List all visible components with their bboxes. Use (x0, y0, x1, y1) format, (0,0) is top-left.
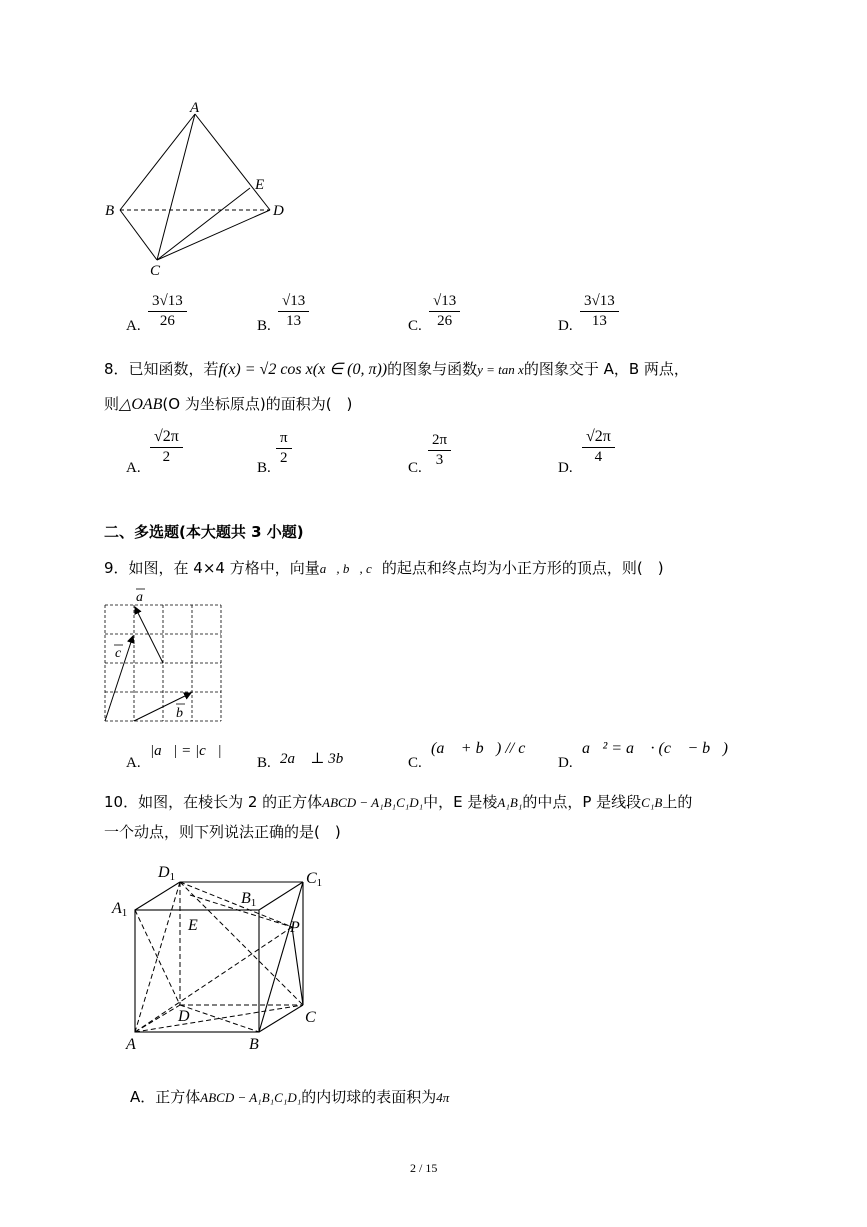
grid-label-a: a (136, 590, 143, 605)
q7-option-c-num: √13 (429, 293, 460, 312)
q8-option-d-value (582, 428, 615, 466)
q8-option-c-den: 3 (435, 452, 444, 468)
q8-triangle: △OAB (119, 396, 163, 413)
q8-option-b-den: 2 (280, 450, 288, 466)
q9-option-d-letter: D. (558, 755, 573, 771)
q10-formula2: A₁B₁ (497, 795, 523, 810)
q9-line (104, 557, 664, 578)
q8-line2-suffix: (O 为坐标原点)的面积为( ) (162, 395, 353, 413)
cube-label-d: D (178, 1008, 190, 1025)
q8-line1 (104, 358, 689, 379)
q7-option-d-letter: D. (558, 318, 573, 334)
grid-label-b: b (176, 706, 183, 721)
q8-formula: f(x) = √2 cos x(x ∈ (0, π)) (218, 361, 388, 378)
q10-suffix: 上的 (662, 793, 693, 811)
cube-label-a: A (126, 1036, 136, 1053)
q8-suffix: 的图象交于 A，B 两点， (523, 360, 689, 378)
q9-option-d-expr: a⃗² = a⃗ · (c⃗ − b⃗) (582, 740, 728, 757)
q8-option-d-num: √2π (582, 428, 615, 448)
q10-formula: ABCD − A₁B₁C₁D₁ (322, 795, 424, 810)
cube-label-b1: B1 (241, 890, 257, 909)
q7-option-d-den: 13 (591, 313, 607, 329)
grid-label-c: c (115, 646, 122, 661)
q7-option-b-value (278, 293, 309, 330)
vector-grid-figure (100, 585, 230, 730)
cube-label-c: C (305, 1009, 316, 1026)
q10-line2: 一个动点，则下列说法正确的是( ) (104, 823, 341, 841)
cube-label-b: B (249, 1036, 259, 1053)
q8-option-b-value (276, 430, 292, 467)
q7-option-a-letter: A. (126, 318, 141, 334)
q7-option-b-num: √13 (278, 293, 309, 312)
q8-option-d-den: 4 (594, 449, 603, 465)
q7-option-d-num: 3√13 (580, 293, 619, 312)
q8-option-c-letter: C. (408, 460, 422, 476)
q7-option-a-value (148, 293, 187, 330)
q7-option-c-letter: C. (408, 318, 422, 334)
q10-option-a-formula: ABCD − A₁B₁C₁D₁ (200, 1090, 302, 1105)
q8-option-c-num: 2π (428, 432, 451, 451)
q10-prefix: 10．如图，在棱长为 2 的正方体 (104, 793, 323, 811)
cube-label-p: P (290, 919, 300, 936)
q8-option-a-letter: A. (126, 460, 141, 476)
q8-option-a-value (150, 428, 183, 466)
q8-option-a-den: 2 (162, 449, 171, 465)
q7-option-c-den: 26 (437, 313, 453, 329)
q8-formula2: y = tan x (477, 362, 524, 377)
pyramid-label-e: E (255, 177, 265, 193)
q8-option-d-letter: D. (558, 460, 573, 476)
q8-line2 (104, 393, 352, 414)
pyramid-figure (95, 100, 305, 285)
q7-option-d-value (580, 293, 619, 330)
q8-prefix: 8．已知函数，若 (104, 360, 219, 378)
pyramid-label-d: D (273, 203, 284, 219)
pyramid-label-b: B (105, 203, 115, 219)
cube-label-a1: A1 (112, 900, 128, 919)
q9-prefix: 9．如图，在 4×4 方格中，向量 (104, 559, 320, 577)
pyramid-label-c: C (150, 263, 161, 279)
pyramid-label-a: A (190, 100, 200, 116)
q8-option-a-num: √2π (150, 428, 183, 448)
q7-option-a-num: 3√13 (148, 293, 187, 312)
q9-option-c-letter: C. (408, 755, 422, 771)
q10-option-a-prefix: A．正方体 (130, 1088, 201, 1106)
q10-mid2: 的中点，P 是线段 (522, 793, 642, 811)
cube-label-c1: C1 (306, 870, 323, 889)
q9-option-c-expr: (a⃗ + b⃗) // c⃗ (431, 740, 538, 757)
q7-option-b-letter: B. (257, 318, 271, 334)
q8-option-b-letter: B. (257, 460, 271, 476)
q9-option-b-letter: B. (257, 755, 271, 771)
section-heading: 二、多选题(本大题共 3 小题) (104, 523, 304, 541)
q9-option-a-letter: A. (126, 755, 141, 771)
cube-label-e: E (188, 917, 198, 934)
cube-label-d1: D1 (158, 864, 176, 883)
q10-option-a-value: 4π (436, 1090, 450, 1105)
q9-suffix: 的起点和终点均为小正方形的顶点，则( ) (381, 559, 664, 577)
q8-option-c-value (428, 432, 451, 469)
q7-option-a-den: 26 (159, 313, 175, 329)
q10-option-a (130, 1086, 449, 1107)
q9-option-b-expr: 2a⃗ ⊥ 3b⃗ (280, 751, 355, 767)
q9-option-a-expr: |a⃗| = |c⃗| (150, 743, 222, 759)
q7-option-c-value (429, 293, 460, 330)
q10-formula3: C₁B (641, 795, 663, 810)
q7-option-b-den: 13 (286, 313, 302, 329)
q10-mid: 中，E 是棱 (423, 793, 498, 811)
q10-line1 (104, 791, 692, 812)
q8-line2-prefix: 则 (104, 395, 120, 413)
cube-figure (108, 855, 338, 1055)
page-number: 2 / 15 (410, 1161, 438, 1175)
q8-mid: 的图象与函数 (387, 360, 478, 378)
q9-vectors: a⃗, b⃗, c⃗ (319, 561, 382, 576)
q8-option-b-num: π (276, 430, 292, 449)
q10-option-a-suffix: 的内切球的表面积为 (301, 1088, 437, 1106)
